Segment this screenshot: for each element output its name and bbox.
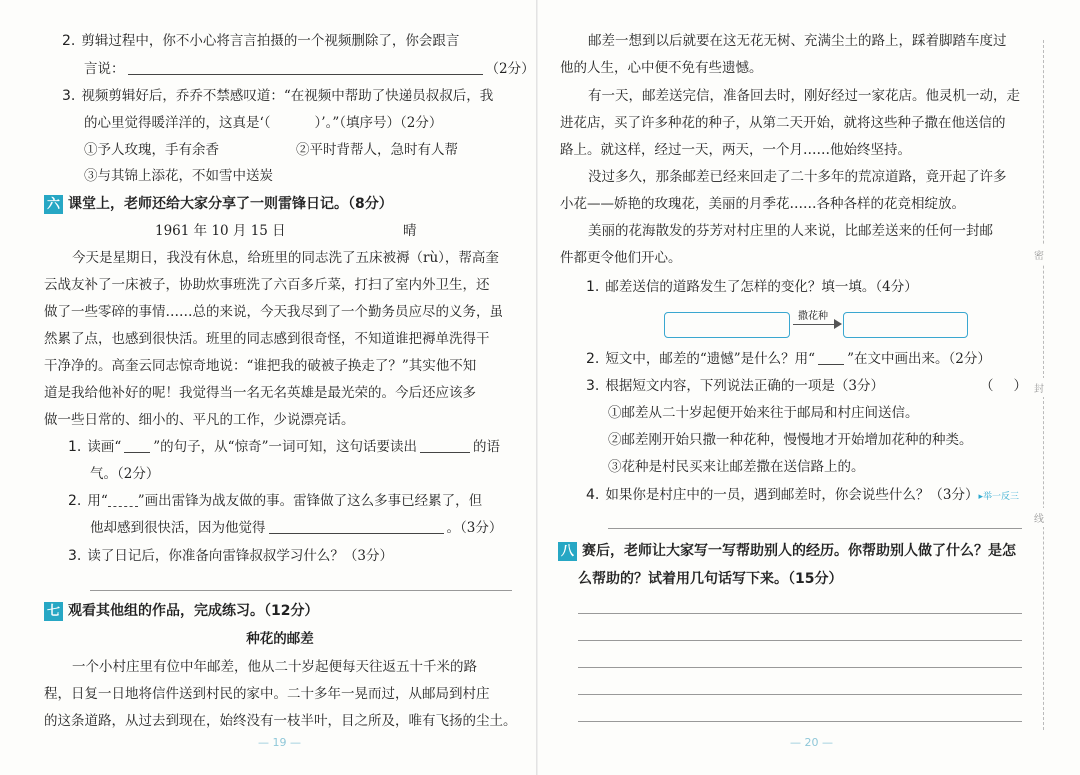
diary-weather: 晴	[403, 223, 417, 239]
q5-3-option-1: ①予人玫瑰，手有余香	[84, 142, 219, 158]
q6-1-answer-blank[interactable]	[420, 438, 470, 453]
q7-3-option: ③花种是村民买来让邮差撒在送信路上的。	[608, 459, 865, 475]
story-title: 种花的邮差	[246, 631, 314, 647]
story-line: 件都更令他们开心。	[560, 250, 682, 266]
q5-3-line1: 3. 视频剪辑好后，乔乔不禁感叹道：“在视频中帮助了快递员叔叔后，我	[62, 88, 494, 104]
diary-line: 做一些日常的、细小的、平凡的工作，少说漂亮话。	[44, 412, 355, 428]
story-line: 一个小村庄里有位中年邮差，他从二十岁起便每天往返五十千米的路	[72, 659, 477, 675]
q7-1: 1. 邮差送信的道路发生了怎样的变化？填一填。（4分）	[586, 279, 918, 295]
diary-line: 今天是星期日，我没有休息，给班里的同志洗了五床被褥（rù），帮高奎	[72, 250, 499, 266]
road-before-box[interactable]	[664, 312, 790, 338]
story-line: 没过多久，那条邮差已经来回走了二十多年的荒凉道路，竟开起了许多	[588, 169, 1007, 185]
q7-3-option: ①邮差从二十岁起便开始来往于邮局和村庄间送信。	[608, 405, 919, 421]
q6-3: 3. 读了日记后，你准备向雷锋叔叔学习什么？（3分）	[68, 548, 393, 564]
diary-line: 云战友补了一床被子，协助炊事班洗了六百多斤菜，打扫了室内外卫生，还	[44, 277, 490, 293]
story-line: 他的人生，心中便不免有些遗憾。	[560, 60, 763, 76]
q5-3-option-2: ②平时背帮人，急时有人帮	[296, 142, 458, 158]
story-line: 进花店，买了许多种花的种子，从第二天开始，就将这些种子撒在他送信的	[560, 115, 1006, 131]
q6-1-line1: 1. 读画“ ”的句子，从“惊奇”一词可知，这句话要读出 的语	[68, 439, 500, 455]
side-char-mi: 密	[1034, 245, 1044, 264]
q6-2-line2: 他却感到很快活，因为他觉得 。（3分）	[90, 520, 503, 536]
flow-arrow	[793, 324, 835, 325]
diary-line: 然累了点，也感到很快活。班里的同志感到很奇怪，不知道谁把褥单洗得干	[44, 331, 490, 347]
section-7-heading: 七 观看其他组的作品，完成练习。（12分）	[44, 602, 318, 621]
q6-2-line1: 2. 用“ ”画出雷锋为战友做的事。雷锋做了这么多事已经累了，但	[68, 493, 483, 509]
diary-date: 1961 年 10 月 15 日	[155, 223, 286, 239]
q6-2-answer-blank[interactable]	[269, 519, 444, 534]
writing-line[interactable]	[578, 613, 1022, 614]
section-8-heading: 八 赛后，老师让大家写一写帮助别人的经历。你帮助别人做了什么？是怎	[558, 542, 1016, 561]
side-char-feng: 封	[1034, 378, 1044, 397]
q5-3-option-3: ③与其锦上添花，不如雪中送炭	[84, 168, 273, 184]
diary-line: 干净净的。高奎云同志惊奇地说：“谁把我的破被子换走了？”其实他不知	[44, 358, 477, 374]
story-line: 有一天，邮差送完信，准备回去时，刚好经过一家花店。他灵机一动，走	[588, 88, 1020, 104]
q6-3-answer-line[interactable]	[90, 590, 512, 591]
q7-3-option: ②邮差刚开始只撒一种花种，慢慢地才开始增加花种的种类。	[608, 432, 973, 448]
writing-line[interactable]	[578, 721, 1022, 722]
story-line: 小花——娇艳的玫瑰花，美丽的月季花……各种各样的花竞相绽放。	[560, 196, 965, 212]
story-line: 的这条道路，从过去到现在，始终没有一枝半叶，目之所及，唯有飞扬的尘土。	[44, 713, 517, 729]
diary-line: 做了一些零碎的事情……总的来说，今天我尽到了一个勤务员应尽的义务，虽	[44, 304, 503, 320]
story-line: 美丽的花海散发的芬芳对村庄里的人来说，比邮差送来的任何一封邮	[588, 223, 993, 239]
q5-2-line2: 言说： （2分）	[84, 61, 535, 77]
q7-3-answer-paren[interactable]: （ ）	[980, 378, 1027, 394]
flow-label: 撒花种	[798, 311, 828, 322]
writing-line[interactable]	[578, 694, 1022, 695]
arrow-head-icon	[834, 319, 842, 329]
section-8-heading-line2: 么帮助的？试着用几句话写下来。（15分）	[578, 571, 843, 587]
q5-2-answer-blank[interactable]	[128, 60, 483, 75]
q5-2-line1: 2. 剪辑过程中，你不小心将言言拍摄的一个视频删除了，你会跟言	[62, 33, 460, 49]
right-page	[540, 0, 1080, 775]
hint-tag: ▸举一反三	[978, 492, 1019, 502]
page-number: — 20 —	[790, 736, 833, 749]
q6-1-line2: 气。（2分）	[90, 466, 160, 482]
story-line: 邮差一想到以后就要在这无花无树、充满尘土的路上，踩着脚踏车度过	[588, 33, 1007, 49]
story-line: 路上。就这样，经过一天，两天，一个月……他始终坚持。	[560, 142, 911, 158]
diary-line: 道是我给他补好的呢！我觉得当一名无名英雄是最光荣的。今后还应该多	[44, 385, 476, 401]
side-char-xian: 线	[1034, 508, 1044, 527]
q5-3-line2: 的心里觉得暖洋洋的，这真是‘（ ）’。”（填序号）（2分）	[84, 115, 443, 131]
q7-2: 2. 短文中，邮差的“遗憾”是什么？用“ ”在文中画出来。（2分）	[586, 351, 991, 367]
section-6-heading: 六 课堂上，老师还给大家分享了一则雷锋日记。（8分）	[44, 195, 393, 214]
q7-3: 3. 根据短文内容，下列说法正确的一项是（3分）	[586, 378, 884, 394]
story-line: 程，日复一日地将信件送到村民的家中。二十多年一晃而过，从邮局到村庄	[44, 686, 490, 702]
road-after-box[interactable]	[843, 312, 968, 338]
q7-4-answer-line[interactable]	[608, 528, 1022, 529]
q7-4: 4. 如果你是村庄中的一员，遇到邮差时，你会说些什么？（3分）▸举一反三	[586, 487, 1019, 503]
writing-line[interactable]	[578, 667, 1022, 668]
page-number: — 19 —	[258, 736, 301, 749]
writing-line[interactable]	[578, 640, 1022, 641]
